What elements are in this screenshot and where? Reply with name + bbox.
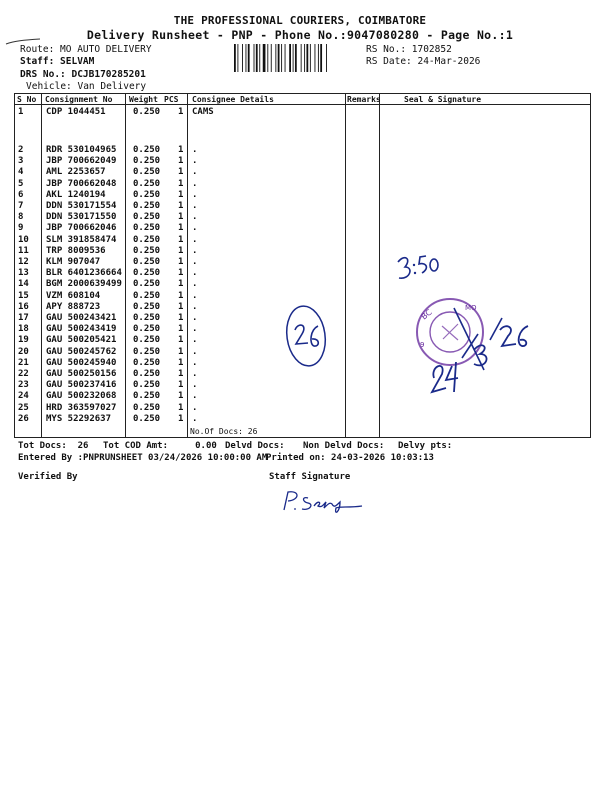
row-consignment-no: KLM 907047 — [46, 257, 101, 267]
row-sno: 13 — [18, 268, 29, 279]
staff-signature-label: Staff Signature — [269, 472, 351, 482]
vehicle-text: Vehicle: Van Delivery — [26, 81, 147, 92]
row-pcs: 1 — [178, 201, 184, 211]
row-weight: 0.250 — [133, 178, 161, 189]
row-consignment-no: TRP 8009536 — [46, 245, 106, 256]
row-consignee-detail: . — [192, 380, 198, 391]
row-weight: 0.250 — [133, 357, 161, 368]
row-sno: 15 — [18, 290, 29, 301]
row-consignee-detail: . — [192, 402, 198, 413]
row-pcs: 1 — [178, 145, 184, 155]
row-weight: 0.250 — [133, 201, 161, 211]
row-sno: 20 — [18, 346, 29, 357]
row-consignee-detail: CAMS — [192, 107, 214, 117]
row-weight: 0.250 — [133, 257, 161, 267]
row-sno: 19 — [18, 335, 29, 346]
row-pcs: 1 — [178, 107, 184, 117]
row-sno: 16 — [18, 301, 29, 312]
header-divider — [14, 104, 591, 105]
row-consignment-no: APY 888723 — [46, 301, 101, 312]
tot-cod-amt: Tot COD Amt: 0.00 — [103, 441, 217, 451]
row-weight: 0.250 — [133, 156, 161, 167]
non-delvd-docs: Non Delvd Docs: — [303, 441, 385, 451]
row-pcs: 1 — [178, 313, 184, 323]
row-weight: 0.250 — [133, 380, 161, 391]
row-consignee-detail: . — [192, 257, 198, 267]
row-consignee-detail: . — [192, 324, 198, 335]
row-weight: 0.250 — [133, 391, 161, 402]
row-consignee-detail: . — [192, 290, 198, 301]
handwritten-count — [282, 302, 332, 368]
row-consignment-no: GAU 500243419 — [46, 324, 117, 335]
row-sno: 3 — [18, 156, 24, 167]
row-pcs: 1 — [178, 335, 184, 346]
svg-text:MO: MO — [465, 304, 477, 312]
delvd-docs: Delvd Docs: — [225, 441, 285, 451]
col-seal-signature: Seal & Signature — [404, 95, 482, 104]
row-consignee-detail: . — [192, 156, 198, 167]
row-consignment-no: BGM 2000639499 — [46, 279, 122, 290]
row-pcs: 1 — [178, 357, 184, 368]
row-consignment-no: VZM 608104 — [46, 290, 101, 301]
row-pcs: 1 — [178, 156, 184, 167]
row-pcs: 1 — [178, 223, 184, 234]
row-consignment-no: MYS 52292637 — [46, 413, 112, 424]
row-consignment-no: JBP 700662049 — [46, 156, 117, 167]
col-consignee: Consignee Details — [192, 95, 274, 104]
row-consignment-no: RDR 530104965 — [46, 145, 117, 155]
row-consignee-detail: . — [192, 301, 198, 312]
row-consignee-detail: . — [192, 335, 198, 346]
row-consignment-no: JBP 700662048 — [46, 178, 117, 189]
row-consignee-detail: . — [192, 178, 198, 189]
row-weight: 0.250 — [133, 413, 161, 424]
row-consignment-no: GAU 500237416 — [46, 380, 117, 391]
row-weight: 0.250 — [133, 167, 161, 178]
row-pcs: 1 — [178, 346, 184, 357]
delvy-pts: Delvy pts: — [398, 441, 453, 451]
row-consignee-detail: . — [192, 212, 198, 223]
row-sno: 14 — [18, 279, 29, 290]
handwritten-time — [392, 248, 442, 292]
row-sno: 9 — [18, 223, 24, 234]
row-consignee-detail: . — [192, 268, 198, 279]
col-divider — [379, 93, 380, 438]
row-weight: 0.250 — [133, 212, 161, 223]
row-consignee-detail: . — [192, 245, 198, 256]
row-weight: 0.250 — [133, 145, 161, 155]
row-sno: 1 — [18, 107, 24, 117]
row-weight: 0.250 — [133, 313, 161, 323]
row-consignee-detail: . — [192, 234, 198, 245]
row-pcs: 1 — [178, 279, 184, 290]
verified-by: Verified By — [18, 472, 78, 482]
rs-number: RS No.: 1702852 — [366, 44, 452, 55]
row-consignment-no: GAU 500245940 — [46, 357, 117, 368]
row-sno: 6 — [18, 189, 24, 200]
row-pcs: 1 — [178, 245, 184, 256]
row-sno: 23 — [18, 380, 29, 391]
row-consignee-detail: . — [192, 369, 198, 379]
row-pcs: 1 — [178, 391, 184, 402]
row-consignee-detail: . — [192, 279, 198, 290]
row-sno: 21 — [18, 357, 29, 368]
row-consignee-detail: . — [192, 167, 198, 178]
row-pcs: 1 — [178, 402, 184, 413]
row-consignment-no: SLM 391858474 — [46, 234, 117, 245]
row-consignment-no: DDN 530171550 — [46, 212, 117, 223]
row-sno: 7 — [18, 201, 24, 211]
col-consignment: Consignment No — [45, 95, 113, 104]
runsheet-title: Delivery Runsheet - PNP - Phone No.:9047080280 - Page No.:1 — [86, 28, 514, 42]
row-weight: 0.250 — [133, 268, 161, 279]
row-sno: 5 — [18, 178, 24, 189]
row-consignment-no: GAU 500250156 — [46, 369, 117, 379]
row-consignment-no: GAU 500232068 — [46, 391, 117, 402]
staff-signature-icon — [278, 486, 368, 516]
row-pcs: 1 — [178, 380, 184, 391]
row-consignee-detail: . — [192, 413, 198, 424]
row-sno: 25 — [18, 402, 29, 413]
svg-text:9: 9 — [420, 341, 425, 349]
row-consignee-detail: . — [192, 189, 198, 200]
entered-by: Entered By :PNPRUNSHEET 03/24/2026 10:00:00 AM — [18, 453, 268, 463]
tot-docs: Tot Docs: 26 — [18, 441, 89, 451]
row-consignee-detail: . — [192, 357, 198, 368]
row-weight: 0.250 — [133, 279, 161, 290]
row-consignment-no: BLR 6401236664 — [46, 268, 122, 279]
row-consignment-no: GAU 500245762 — [46, 346, 117, 357]
col-divider — [41, 93, 42, 438]
row-pcs: 1 — [178, 234, 184, 245]
row-sno: 4 — [18, 167, 24, 178]
col-remarks: Remarks — [347, 95, 381, 104]
row-weight: 0.250 — [133, 335, 161, 346]
row-sno: 10 — [18, 234, 29, 245]
row-pcs: 1 — [178, 178, 184, 189]
barcode-icon — [234, 44, 360, 72]
row-pcs: 1 — [178, 413, 184, 424]
row-sno: 22 — [18, 369, 29, 379]
staff-text: Staff: SELVAM — [20, 56, 95, 67]
drs-number: DRS No.: DCJB170285201 — [20, 69, 146, 80]
printed-on: Printed on: 24-03-2026 10:03:13 — [266, 453, 434, 463]
row-pcs: 1 — [178, 257, 184, 267]
row-weight: 0.250 — [133, 346, 161, 357]
row-weight: 0.250 — [133, 369, 161, 379]
row-consignment-no: HRD 363597027 — [46, 402, 117, 413]
row-sno: 11 — [18, 245, 29, 256]
row-consignment-no: JBP 700662046 — [46, 223, 117, 234]
row-sno: 2 — [18, 145, 24, 155]
row-weight: 0.250 — [133, 290, 161, 301]
row-consignee-detail: . — [192, 391, 198, 402]
row-consignee-detail: . — [192, 201, 198, 211]
row-sno: 18 — [18, 324, 29, 335]
col-divider — [345, 93, 346, 438]
row-consignment-no: GAU 500243421 — [46, 313, 117, 323]
row-pcs: 1 — [178, 167, 184, 178]
row-sno: 24 — [18, 391, 29, 402]
row-consignment-no: GAU 500205421 — [46, 335, 117, 346]
col-sno: S No — [17, 95, 37, 104]
row-consignment-no: DDN 530171554 — [46, 201, 117, 211]
rs-date: RS Date: 24-Mar-2026 — [366, 56, 481, 67]
row-weight: 0.250 — [133, 301, 161, 312]
row-weight: 0.250 — [133, 245, 161, 256]
row-sno: 12 — [18, 257, 29, 267]
row-weight: 0.250 — [133, 402, 161, 413]
row-pcs: 1 — [178, 212, 184, 223]
row-pcs: 1 — [178, 369, 184, 379]
row-consignee-detail: . — [192, 145, 198, 155]
row-consignee-detail: . — [192, 313, 198, 323]
col-pcs: PCS — [164, 95, 179, 104]
row-consignment-no: AML 2253657 — [46, 167, 106, 178]
row-sno: 8 — [18, 212, 24, 223]
row-consignment-no: CDP 1044451 — [46, 107, 106, 117]
col-weight: Weight — [129, 95, 158, 104]
row-pcs: 1 — [178, 301, 184, 312]
row-weight: 0.250 — [133, 107, 161, 117]
no-of-docs: No.Of Docs: 26 — [190, 427, 258, 436]
row-pcs: 1 — [178, 290, 184, 301]
row-weight: 0.250 — [133, 189, 161, 200]
row-pcs: 1 — [178, 324, 184, 335]
col-divider — [125, 93, 126, 438]
company-name: THE PROFESSIONAL COURIERS, COIMBATORE — [173, 14, 427, 27]
col-divider — [187, 93, 188, 438]
row-weight: 0.250 — [133, 234, 161, 245]
row-weight: 0.250 — [133, 223, 161, 234]
route-text: Route: MO AUTO DELIVERY — [20, 44, 152, 55]
row-consignment-no: AKL 1240194 — [46, 189, 106, 200]
row-sno: 26 — [18, 413, 29, 424]
svg-text:BC: BC — [419, 307, 434, 322]
row-consignee-detail: . — [192, 346, 198, 357]
row-sno: 17 — [18, 313, 29, 323]
row-pcs: 1 — [178, 268, 184, 279]
row-consignee-detail: . — [192, 223, 198, 234]
handwritten-date — [424, 300, 534, 400]
row-weight: 0.250 — [133, 324, 161, 335]
row-pcs: 1 — [178, 189, 184, 200]
